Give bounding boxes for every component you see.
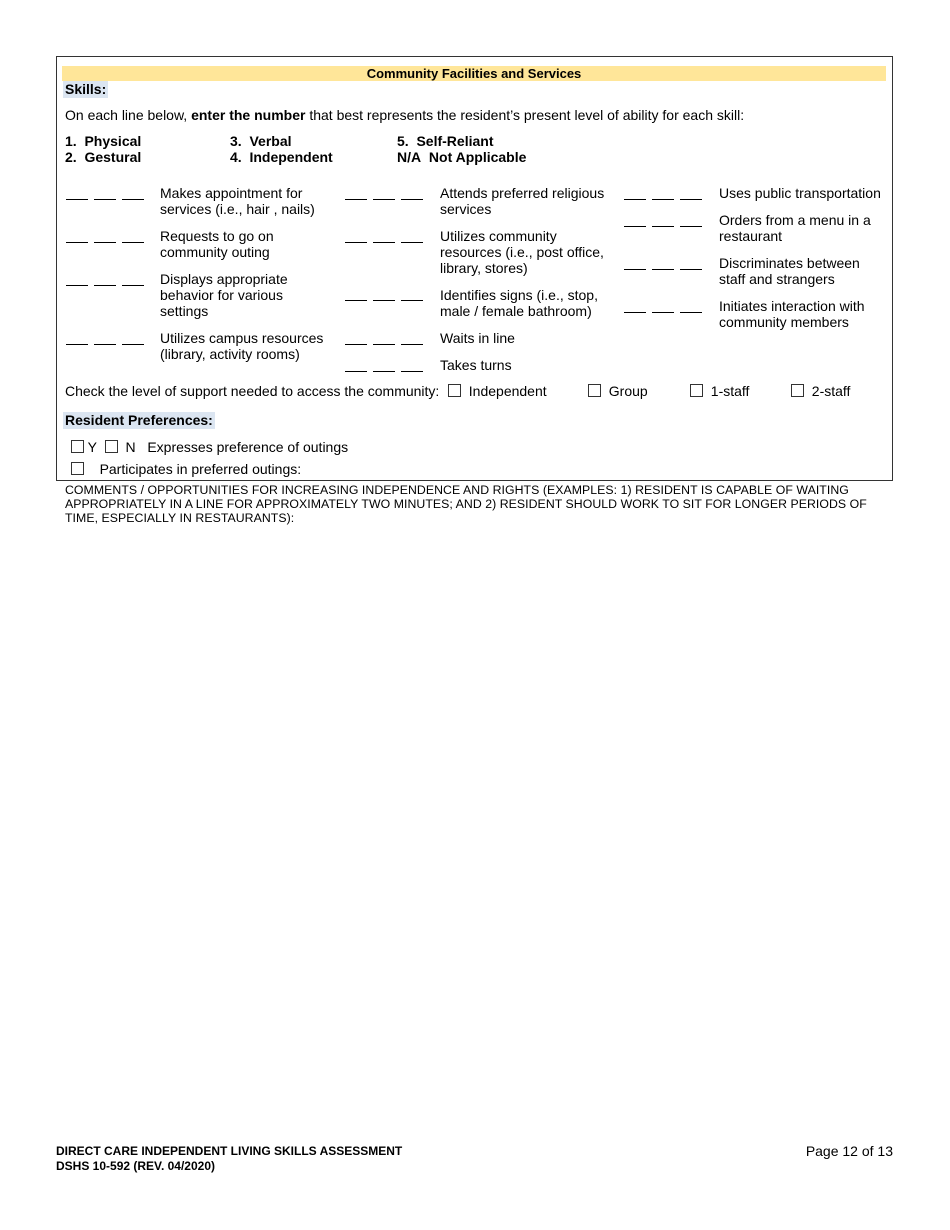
support-option-group[interactable]: Group bbox=[588, 383, 648, 399]
rating-blank[interactable] bbox=[66, 285, 144, 286]
rating-blank[interactable] bbox=[624, 312, 702, 313]
skill-item: Orders from a menu in a restaurant bbox=[719, 212, 871, 244]
no-checkbox[interactable] bbox=[105, 440, 118, 453]
rating-blank[interactable] bbox=[624, 269, 702, 270]
skill-item: Displays appropriate behavior for various settings bbox=[160, 271, 288, 319]
checkbox[interactable] bbox=[588, 384, 601, 397]
support-question: Check the level of support needed to access the community: bbox=[65, 383, 440, 399]
scale-item-4: 4. Independent bbox=[230, 149, 333, 165]
footer-form-info bbox=[56, 1144, 402, 1174]
comments-prompt: COMMENTS / OPPORTUNITIES FOR INCREASING INDEPENDENCE AND RIGHTS (EXAMPLES: 1) RESIDENT IS CAPABLE OF WAITING APPROPRIATELY IN A LINE FOR APPROXIMATELY TWO MINUTES; AND 2) RESIDENT SHOULD WORK TO SIT FOR LONGER PERIODS OF TIME, ESPECIALLY IN RESTAURANTS): bbox=[65, 483, 867, 525]
skill-item: Makes appointment for services (i.e., hair , nails) bbox=[160, 185, 315, 217]
scale-item-2: 2. Gestural bbox=[65, 149, 142, 165]
skill-item: Utilizes campus resources (library, activity rooms) bbox=[160, 330, 324, 362]
section-title: Community Facilities and Services bbox=[62, 66, 886, 81]
checkbox[interactable] bbox=[690, 384, 703, 397]
skill-item: Utilizes community resources (i.e., post office, library, stores) bbox=[440, 228, 604, 276]
rating-blank[interactable] bbox=[345, 371, 423, 372]
skill-item: Attends preferred religious services bbox=[440, 185, 605, 217]
scale-item-3: 3. Verbal bbox=[230, 133, 292, 149]
skill-item: Takes turns bbox=[440, 357, 512, 373]
rating-blank[interactable] bbox=[66, 242, 144, 243]
yes-checkbox[interactable] bbox=[71, 440, 84, 453]
rating-blank[interactable] bbox=[345, 300, 423, 301]
scale-item-na: N/A Not Applicable bbox=[397, 149, 527, 165]
scale-item-5: 5. Self-Reliant bbox=[397, 133, 494, 149]
instruction-text: On each line below, enter the number that best represents the resident’s present level of ability for each skill: bbox=[65, 107, 745, 123]
rating-blank[interactable] bbox=[345, 242, 423, 243]
skill-item: Initiates interaction with community members bbox=[719, 298, 865, 330]
support-option-2-staff[interactable]: 2-staff bbox=[791, 383, 850, 399]
skill-item: Uses public transportation bbox=[719, 185, 881, 201]
support-option-independent[interactable]: Independent bbox=[448, 383, 547, 399]
page-number: Page 12 of 13 bbox=[805, 1143, 893, 1159]
support-option-1-staff[interactable]: 1-staff bbox=[690, 383, 749, 399]
resident-preferences-label: Resident Preferences: bbox=[65, 412, 213, 428]
form-number: DSHS 10-592 (REV. 04/2020) bbox=[56, 1159, 215, 1173]
skill-item: Identifies signs (i.e., stop, male / female bathroom) bbox=[440, 287, 598, 319]
rating-blank[interactable] bbox=[66, 199, 144, 200]
preference-outings-row: Y N Expresses preference of outings bbox=[71, 439, 348, 455]
rating-blank[interactable] bbox=[345, 199, 423, 200]
rating-blank[interactable] bbox=[345, 344, 423, 345]
skill-item: Discriminates between staff and strangers bbox=[719, 255, 860, 287]
skill-item: Waits in line bbox=[440, 330, 515, 346]
checkbox[interactable] bbox=[791, 384, 804, 397]
skills-label: Skills: bbox=[65, 81, 107, 97]
form-title: DIRECT CARE INDEPENDENT LIVING SKILLS ASSESSMENT bbox=[56, 1144, 403, 1158]
rating-blank[interactable] bbox=[624, 226, 702, 227]
participates-checkbox[interactable] bbox=[71, 462, 84, 475]
participates-outings-row: Participates in preferred outings: bbox=[71, 461, 301, 477]
skill-item: Requests to go on community outing bbox=[160, 228, 274, 260]
rating-blank[interactable] bbox=[624, 199, 702, 200]
rating-blank[interactable] bbox=[66, 344, 144, 345]
scale-item-1: 1. Physical bbox=[65, 133, 142, 149]
checkbox[interactable] bbox=[448, 384, 461, 397]
